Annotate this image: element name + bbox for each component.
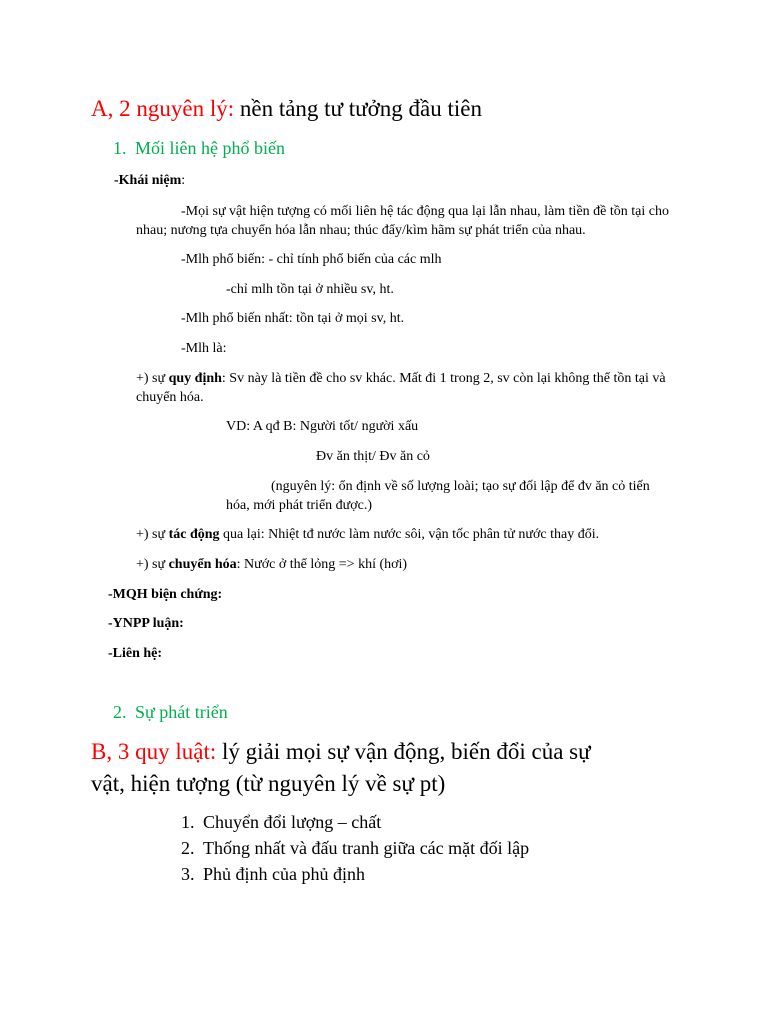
law-1-number: 1.: [181, 812, 195, 832]
quy-dinh-prefix: +) sự: [136, 371, 169, 386]
line-vd: VD: A qđ B: Người tốt/ người xấu: [226, 419, 419, 434]
subheading-1-text: Mối liên hệ phổ biến: [135, 138, 285, 158]
chuyen-hoa-bold: chuyển hóa: [168, 557, 237, 572]
section-b-rest: lý giải mọi sự vận động, biến đổi của sự: [216, 739, 591, 764]
subheading-2: [113, 700, 228, 724]
tac-dong-rest: qua lại: Nhiệt tđ nước làm nước sôi, vận tốc phân tử nước thay đổi.: [219, 527, 600, 542]
quy-dinh-rest: : Sv này là tiền đề cho sv khác. Mất đi 1 trong 2, sv còn lại không thể tồn tại và chuyển hóa.: [136, 371, 666, 405]
chuyen-hoa-rest: : Nước ở thể lỏng => khí (hơi): [236, 557, 408, 572]
khai-niem-label: -Khái niệm: [114, 173, 182, 188]
tac-dong-bold: tác động: [168, 527, 220, 542]
line-tac-dong: [136, 525, 599, 544]
subheading-1: [113, 136, 285, 160]
khai-niem-colon: :: [181, 173, 186, 188]
law-1-text: Chuyển đổi lượng – chất: [203, 812, 382, 832]
line-mqh: [108, 585, 222, 604]
section-a-prefix: A, 2 nguyên lý:: [91, 96, 235, 121]
paragraph-quy-dinh: [136, 369, 676, 407]
line-mlh-pho-bien-nhat: -Mlh phổ biến nhất: tồn tại ở mọi sv, ht.: [181, 311, 405, 326]
line-ynpp: [108, 614, 184, 633]
section-b-heading-line1: [91, 736, 591, 768]
law-3-text: Phủ định của phủ định: [203, 864, 365, 884]
subheading-2-text: Sự phát triển: [135, 702, 228, 722]
mqh-bold: -MQH biện chứng:: [108, 587, 223, 602]
subheading-2-number: 2.: [113, 702, 127, 722]
quy-dinh-bold: quy định: [168, 371, 222, 386]
law-item-2: [181, 835, 529, 861]
line-lien-he: [108, 644, 162, 663]
law-item-3: [181, 861, 365, 887]
paragraph-nguyen-ly: (nguyên lý: ổn định về số lượng loài; tạo sự đối lập để đv ăn cỏ tiến hóa, mới phát triển được.): [226, 479, 650, 513]
law-3-number: 3.: [181, 864, 195, 884]
section-b-prefix: B, 3 quy luật:: [91, 739, 217, 764]
paragraph-moi-su-vat: -Mọi sự vật hiện tượng có mối liên hệ tác động qua lại lẫn nhau, làm tiền đề tồn tại cho nhau; nương tựa chuyển hóa lẫn nhau; thúc đẩy/kìm hãm sự phát triển của nhau.: [136, 204, 669, 238]
lien-he-bold: -Liên hệ:: [108, 646, 163, 661]
line-mlh-pho-bien: -Mlh phổ biến: - chỉ tính phổ biến của các mlh: [181, 252, 442, 267]
section-a-rest: nền tảng tư tưởng đầu tiên: [234, 96, 482, 121]
khai-niem-line: [114, 171, 185, 190]
law-2-number: 2.: [181, 838, 195, 858]
line-chi-mlh: -chỉ mlh tồn tại ở nhiều sv, ht.: [226, 282, 394, 297]
section-a-heading: [91, 93, 482, 125]
chuyen-hoa-prefix: +) sự: [136, 557, 169, 572]
line-chuyen-hoa: [136, 555, 407, 574]
line-dv: Đv ăn thịt/ Đv ăn cỏ: [316, 449, 430, 464]
section-b-heading-line2: vật, hiện tượng (từ nguyên lý về sự pt): [91, 771, 446, 796]
law-item-1: [181, 809, 381, 835]
tac-dong-prefix: +) sự: [136, 527, 169, 542]
ynpp-bold: -YNPP luận:: [108, 616, 184, 631]
subheading-1-number: 1.: [113, 138, 127, 158]
line-mlh-la: -Mlh là:: [181, 341, 227, 356]
law-2-text: Thống nhất và đấu tranh giữa các mặt đối lập: [203, 838, 530, 858]
